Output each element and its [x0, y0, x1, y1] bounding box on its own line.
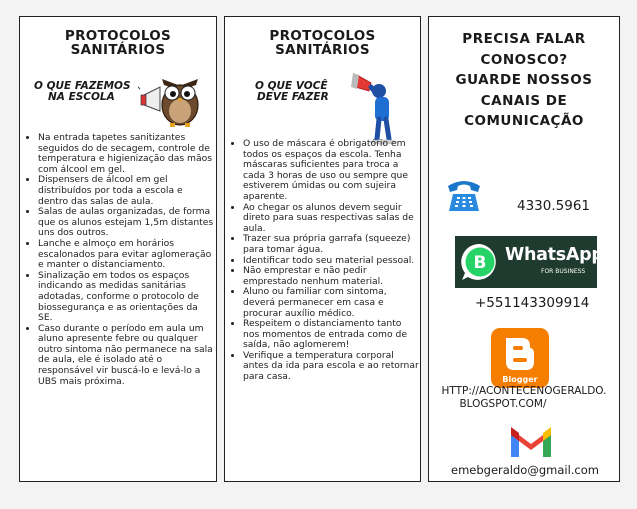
list-item: • Lanche e almoço em horários escalonados para evitar aglomeração e manter o distanciamento.	[38, 239, 214, 271]
whatsapp-sub-text: FOR BUSINESS	[541, 268, 586, 275]
list-item: • Identificar todo seu material pessoal.	[243, 256, 419, 267]
panel-what-you-should-do	[224, 16, 421, 482]
list-item: • Ao chegar os alunos devem seguir direto para suas respectivas salas de aula.	[243, 203, 419, 235]
email-address[interactable]: emebgeraldo@gmail.com	[451, 463, 599, 477]
person-megaphone-icon	[351, 67, 401, 145]
panel1-list	[24, 133, 214, 387]
telephone-icon	[445, 178, 483, 214]
panel2-title: PROTOCOLOS SANITÁRIOS	[269, 28, 376, 58]
whatsapp-number: +551143309914	[475, 295, 590, 311]
whatsapp-logo-icon	[459, 241, 501, 283]
phone-number: 4330.5961	[517, 198, 591, 214]
blogger-b-icon	[500, 334, 540, 374]
panel2-subtitle: O QUE VOCÊ DEVE FAZER	[255, 80, 329, 103]
panel1-subtitle: O QUE FAZEMOS NA ESCOLA	[34, 80, 131, 103]
list-item: • Verifique a temperatura corporal antes da ida para escola e ao retornar para casa.	[243, 351, 419, 383]
whatsapp-logo-text: WhatsApp	[505, 245, 604, 265]
blogger-icon	[491, 328, 549, 388]
list-item: • O uso de máscara é obrigatório em todos os espaços da escola. Tenha máscaras suficientes para troca a cada 3 horas de uso ou sempre que estiverem úmidas ou com sujeira aparente.	[243, 139, 419, 203]
panel1-title: PROTOCOLOS SANITÁRIOS	[64, 28, 172, 58]
list-item: • Caso durante o período em aula um aluno apresente febre ou qualquer outro sintoma não permanece na sala de aula, ele é isolado até o responsável vir buscá-lo e levá-lo a UBS mais próxima.	[38, 324, 214, 388]
list-item: • Sinalização em todos os espaços indicando as medidas sanitárias adotadas, conforme o protocolo de biossegurança e as orientações da SE.	[38, 271, 214, 324]
gmail-icon	[507, 423, 555, 459]
contact-title: PRECISA FALAR CONOSCO? GUARDE NOSSOS CANAIS DE COMUNICAÇÃO	[455, 31, 593, 129]
svg-text:B: B	[473, 253, 487, 273]
panel2-list	[229, 139, 419, 383]
panel-what-we-do	[19, 16, 217, 482]
owl-megaphone-icon	[138, 65, 204, 129]
list-item: • Na entrada tapetes sanitizantes seguidos do de secagem, controle de temperatura e higienização das mãos com álcool em gel.	[38, 133, 214, 175]
panel-contact	[428, 16, 620, 482]
list-item: • Salas de aulas organizadas, de forma que os alunos estejam 1,5m distantes uns dos outros.	[38, 207, 214, 239]
list-item: • Respeitem o distanciamento tanto nos momentos de entrada como de saída, não aglomerem!	[243, 319, 419, 351]
list-item: • Não emprestar e não pedir emprestado nenhum material.	[243, 266, 419, 287]
blogger-text: Blogger	[502, 375, 538, 384]
blog-url[interactable]: HTTP://ACONTECENOGERALDO. BLOGSPOT.COM/	[441, 385, 607, 410]
list-item: • Trazer sua própria garrafa (squeeze) para tomar água.	[243, 234, 419, 255]
list-item: • Dispensers de álcool em gel distribuídos por toda a escola e dentro das salas de aula.	[38, 175, 214, 207]
list-item: • Aluno ou familiar com sintoma, deverá permanecer em casa e procurar auxílio médico.	[243, 287, 419, 319]
whatsapp-business-icon	[455, 236, 604, 288]
